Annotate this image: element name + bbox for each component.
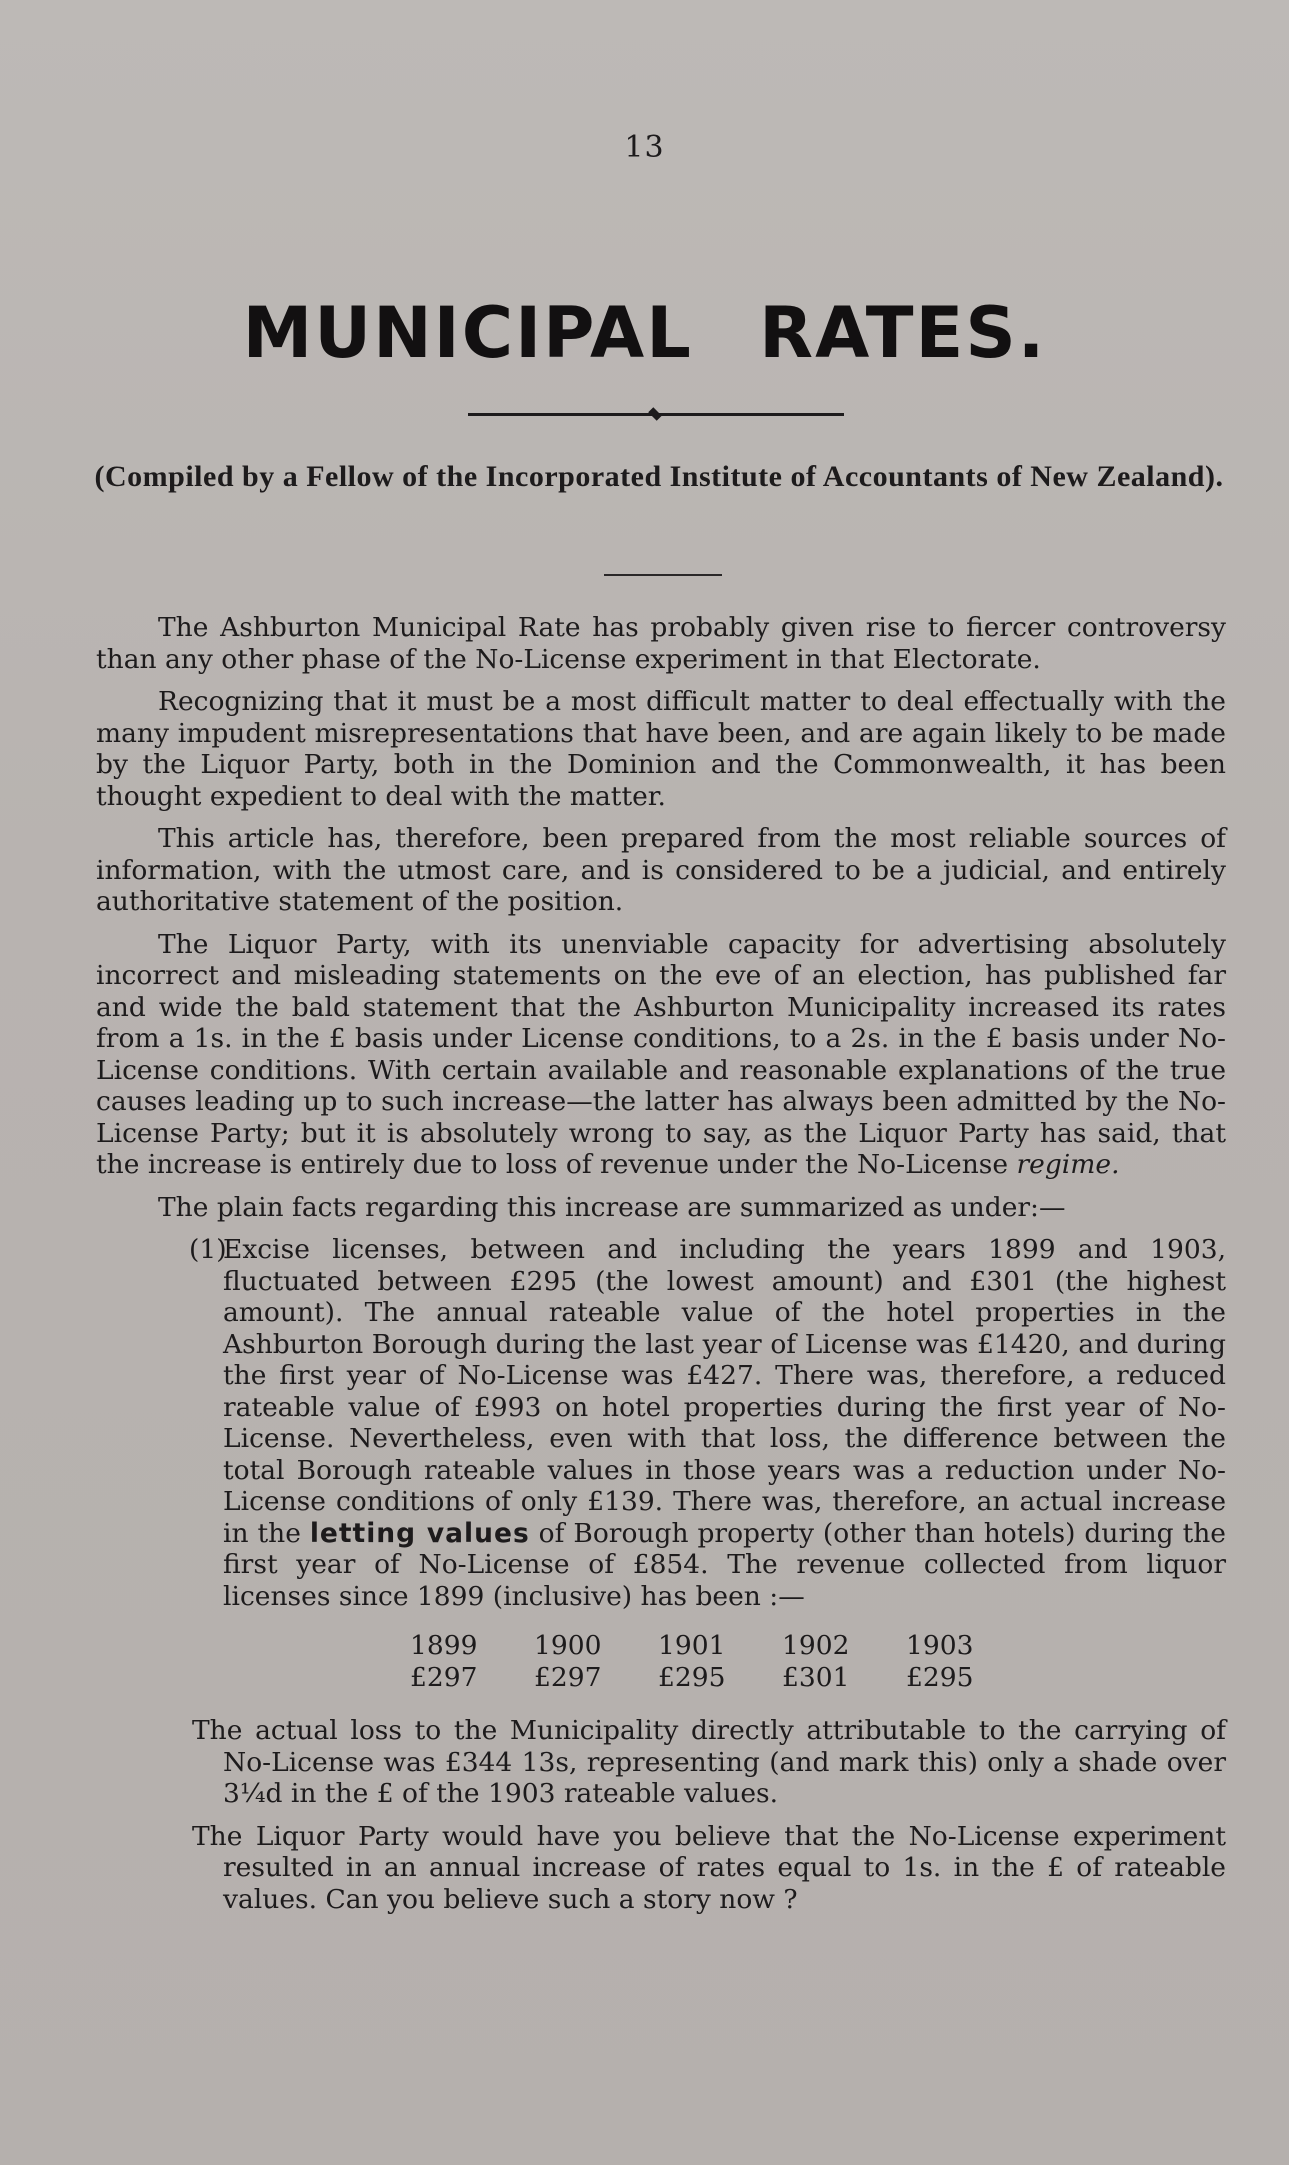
regime-italic: regime. xyxy=(1016,1149,1120,1180)
license-revenue-table xyxy=(410,1630,1030,1693)
table-cell-amount: £295 xyxy=(906,1661,974,1693)
paragraph-liquor-party-text: The Liquor Party, with its unenviable capacity for advertising absolutely incorrect and misleading statements on the eve of an election, has published far and wide the bald statement that the Ashburton Municipality increased its rates from a 1s. in the £ basis under License conditions, to a 2s. in the £ basis under No-License conditions. With certain available and reasonable explanations of the true causes leading up to such increase—the latter has always been admitted by the No-License Party; but it is absolutely wrong to say, as the Liquor Party has said, that the increase is entirely due to loss of revenue under the No-License xyxy=(96,928,1226,1180)
page-title: MUNICIPAL RATES. xyxy=(242,292,1047,374)
list-item-excise xyxy=(96,1234,1226,1612)
ornament-diamond-icon xyxy=(648,407,662,421)
paragraph-plain-facts: The plain facts regarding this increase are summarized as under:— xyxy=(158,1191,1066,1223)
paragraph-intro: The Ashburton Municipal Rate has probably given rise to fiercer controversy than any other phase of the No-License experiment in that Electorate. xyxy=(96,612,1226,675)
table-cell-amount: £297 xyxy=(534,1661,602,1693)
paragraph-actual-loss: The actual loss to the Municipality directly attributable to the carrying of No-License was £344 13s, representing (and mark this) only a shade over 3¼d in the £ of the 1903 rateable values. xyxy=(192,1715,1226,1809)
table-cell-amount: £295 xyxy=(658,1661,726,1693)
table-cell-year: 1899 xyxy=(410,1630,478,1661)
list-item-text-2: of Borough property (other than hotels) during the first year of No-License of £854. The revenue collected from liquor licenses since 1899 (inclusive) has been :— xyxy=(223,1517,1226,1612)
table-cell-amount: £301 xyxy=(782,1661,850,1693)
letting-values-emphasis: letting values xyxy=(309,1517,530,1549)
subtitle: (Compiled by a Fellow of the Incorporated Institute of Accountants of New Zealand). xyxy=(94,460,1224,493)
table-cell-amount: £297 xyxy=(410,1661,478,1693)
table-cell-year: 1903 xyxy=(906,1630,974,1661)
list-item-text-1: Excise licenses, between and including the years 1899 and 1903, fluctuated between £295 (the lowest amount) and £301 (the highest amount). The annual rateable value of the hotel properties in the Ashburton Borough during the last year of License was £1420, and during the first year of No-License was £427. There was, therefore, a reduced rateable value of £993 on hotel properties during the first year of No-License. Nevertheless, even with that loss, the difference between the total Borough rateable values in those years was a reduction under No-License conditions of only £139. There was, therefore, an actual increase in the xyxy=(223,1234,1226,1549)
title-ornament-divider xyxy=(468,408,844,420)
article-body xyxy=(96,612,1226,1926)
table-cell-year: 1901 xyxy=(658,1630,726,1661)
paragraph-recognizing: Recognizing that it must be a most difficult matter to deal effectually with the many impudent misrepresentations that have been, and are again likely to be made by the Liquor Party, both in the Dominion and the Commonwealth, it has been thought expedient to deal with the matter. xyxy=(96,686,1226,812)
list-item-number: (1) xyxy=(189,1234,227,1265)
paragraph-article: This article has, therefore, been prepared from the most reliable sources of information, with the utmost care, and is considered to be a judicial, and entirely authoritative statement of the position. xyxy=(96,823,1226,917)
table-cell-year: 1902 xyxy=(782,1630,850,1661)
section-divider xyxy=(604,574,722,576)
paragraph-conclusion: The Liquor Party would have you believe that the No-License experiment resulted in an annual increase of rates equal to 1s. in the £ of rateable values. Can you believe such a story now ? xyxy=(192,1820,1226,1915)
table-row-years xyxy=(410,1630,1030,1662)
page-number: 13 xyxy=(624,130,665,165)
paragraph-liquor-party xyxy=(96,929,1226,1181)
table-row-amounts xyxy=(410,1662,1030,1694)
table-cell-year: 1900 xyxy=(534,1630,602,1661)
